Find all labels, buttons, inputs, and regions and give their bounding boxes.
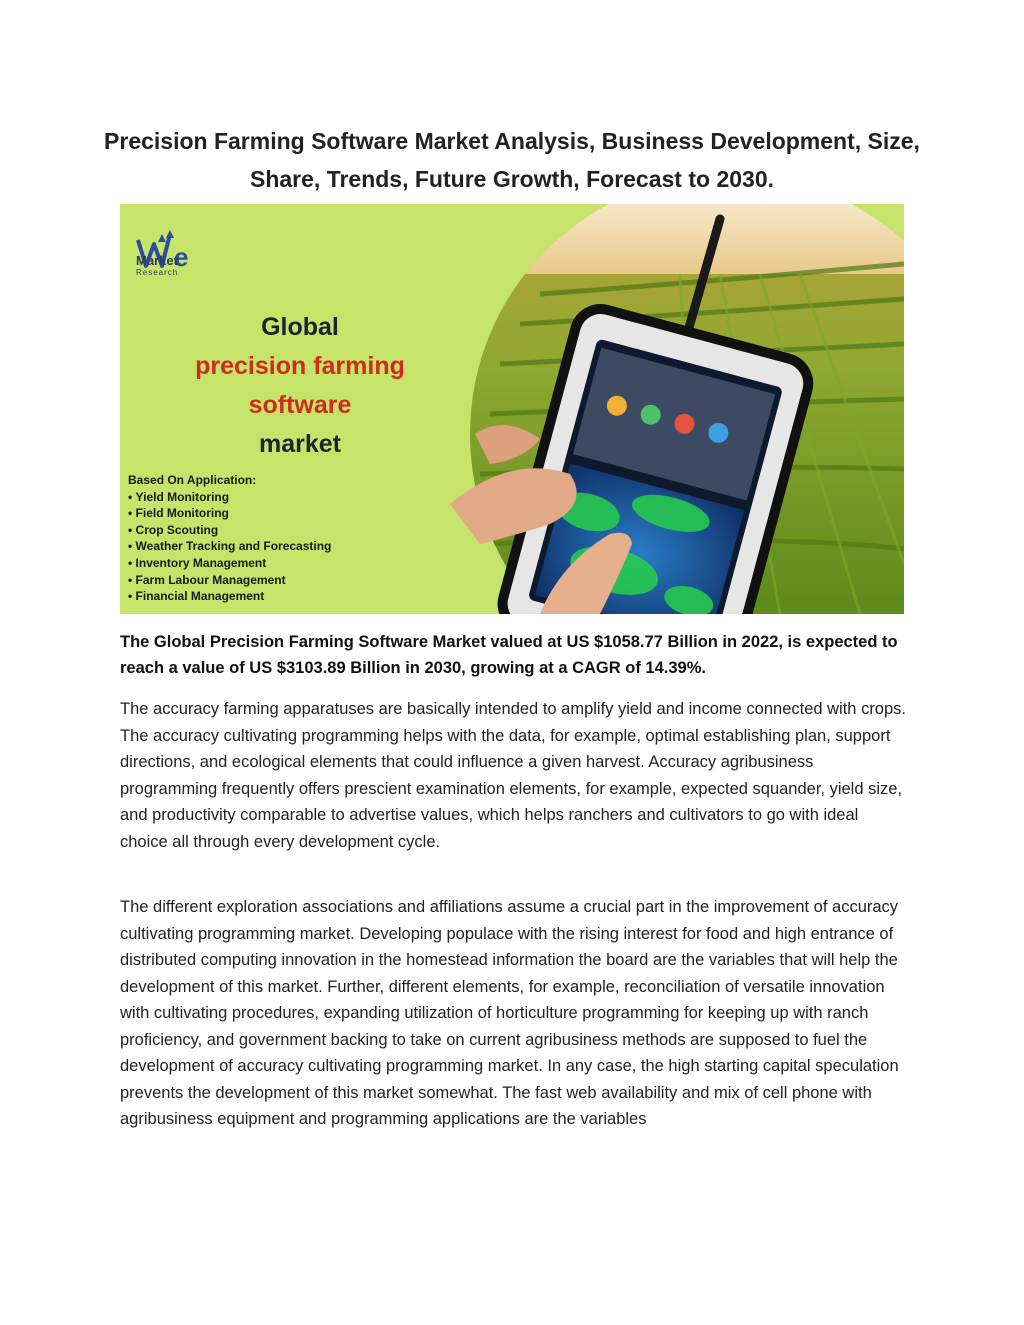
applications-heading: Based On Application: <box>128 473 257 487</box>
lead-paragraph: The Global Precision Farming Software Market valued at US $1058.77 Billion in 2022, is expected to reach a value of US $3103.89 Billion in 2030, growing at a CAGR of 14.39%. <box>120 633 898 677</box>
body-paragraph-2: The different exploration associations and affiliations assume a crucial part in the improvement of accuracy cultivating programming market. Developing populace with the rising interest for food and high entrance of distributed computing innovation in the homestead information the board are the variables that will help the development of this market. Further, different elements, for example, reconciliation of versatile innovation with cultivating procedures, expanding utilization of horticulture programming for keeping up with ranch proficiency, and government backing to take on current agribusiness methods are supposed to fuel the development of accuracy cultivating programming market. In any case, the high starting capital speculation prevents the development of this market somewhat. The fast web availability and mix of cell phone with agribusiness equipment and programming applications are the variables <box>120 898 899 1128</box>
headline-line-1: Global <box>261 313 339 341</box>
applications-list <box>128 472 388 605</box>
application-item: • Yield Monitoring <box>128 489 388 506</box>
application-item: • Weather Tracking and Forecasting <box>128 538 388 555</box>
market-banner <box>120 204 904 614</box>
headline-line-4: market <box>259 430 341 458</box>
application-item: • Field Monitoring <box>128 505 388 522</box>
headline-line-3: software <box>248 391 352 419</box>
svg-text:e: e <box>174 242 189 272</box>
logo-subtitle: Research <box>136 268 179 277</box>
application-item: • Crop Scouting <box>128 522 388 539</box>
application-item: • Farm Labour Management <box>128 572 388 589</box>
banner-headline <box>160 308 440 464</box>
logo-wordmark: Market <box>136 253 178 268</box>
application-item: • Inventory Management <box>128 555 388 572</box>
body-paragraph-1: The accuracy farming apparatuses are basically intended to amplify yield and income connected with crops. The accuracy cultivating programming helps with the data, for example, optimal establishing plan, support directions, and ecological elements that could influence a given harvest. Accuracy agribusiness programming frequently offers prescient examination elements, for example, expected squander, yield size, and productivity comparable to advertise values, which helps ranchers and cultivators to go with ideal choice all through every development cycle. <box>120 700 906 851</box>
document-title: Precision Farming Software Market Analysis, Business Development, Size, Share, Trends, Future Growth, Forecast to 2030. <box>104 128 920 192</box>
headline-line-2: precision farming <box>195 352 405 380</box>
application-item: • Financial Management <box>128 588 388 605</box>
